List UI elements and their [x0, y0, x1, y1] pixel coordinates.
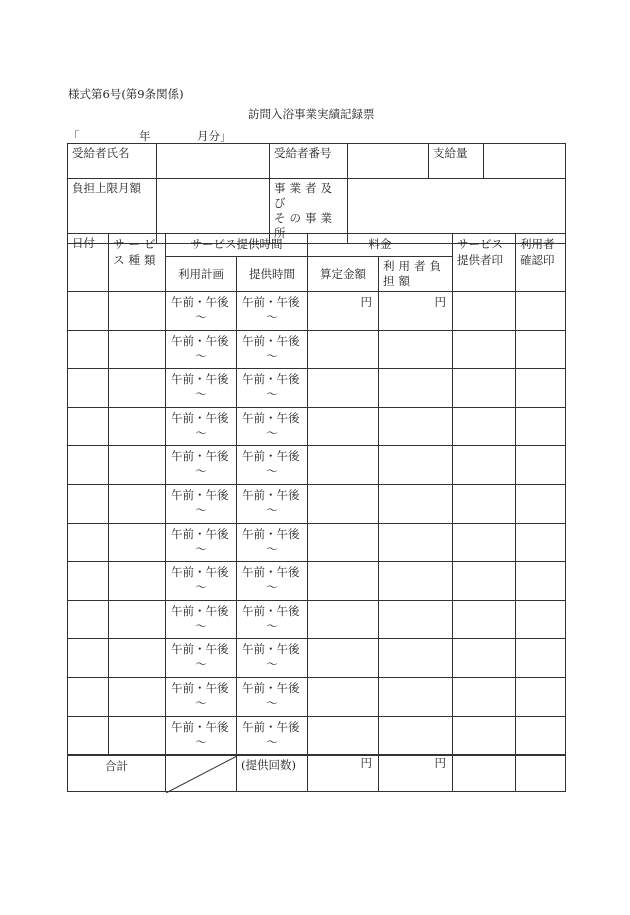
ampm-label: 午前・午後 — [171, 565, 229, 580]
tilde-label: 〜 — [266, 387, 278, 402]
calculated-amount-cell[interactable] — [308, 330, 379, 369]
actual-time-cell[interactable] — [237, 369, 308, 408]
service-type-cell[interactable] — [109, 523, 166, 562]
tilde-label: 〜 — [195, 618, 207, 633]
service-type-cell[interactable] — [109, 677, 166, 716]
tilde-label: 〜 — [266, 541, 278, 556]
user-confirm-cell[interactable] — [516, 369, 566, 408]
tilde-label: 〜 — [266, 425, 278, 440]
date-cell[interactable] — [68, 600, 109, 639]
tilde-label: 〜 — [195, 310, 207, 324]
provider-seal-cell[interactable] — [453, 562, 516, 601]
date-cell[interactable] — [68, 407, 109, 446]
user-burden-header: 利用者負担額 — [379, 257, 453, 292]
plan-time-cell[interactable] — [166, 600, 237, 639]
tilde-label: 〜 — [195, 541, 207, 556]
ampm-label: 午前・午後 — [242, 565, 300, 580]
user-confirm-header: 利用者確認印 — [516, 234, 566, 292]
date-cell[interactable] — [68, 562, 109, 601]
service-type-cell[interactable] — [109, 407, 166, 446]
period-open-bracket: 「 — [68, 129, 80, 143]
tilde-label: 〜 — [266, 618, 278, 633]
service-type-cell[interactable] — [109, 716, 166, 755]
ampm-label: 午前・午後 — [242, 333, 300, 348]
calculated-amount-cell[interactable] — [308, 369, 379, 408]
user-burden-cell[interactable] — [379, 600, 453, 639]
actual-time-cell[interactable] — [237, 446, 308, 485]
ampm-label: 午前・午後 — [242, 526, 300, 541]
plan-time-cell[interactable] — [166, 716, 237, 755]
form-number: 様式第6号(第9条関係) — [68, 87, 184, 101]
plan-header: 利用計画 — [166, 257, 237, 292]
calculated-amount-cell[interactable] — [308, 600, 379, 639]
provider-seal-cell[interactable] — [453, 407, 516, 446]
provider-seal-cell[interactable] — [453, 716, 516, 755]
provider-seal-cell[interactable] — [453, 446, 516, 485]
calculated-amount-cell[interactable] — [308, 484, 379, 523]
date-cell[interactable] — [68, 523, 109, 562]
record-row — [68, 716, 566, 755]
tilde-label: 〜 — [266, 310, 278, 324]
plan-time-cell[interactable] — [166, 639, 237, 678]
actual-time-cell[interactable] — [237, 600, 308, 639]
plan-time-cell[interactable] — [166, 292, 237, 331]
supply-amount-label: 支給量 — [429, 144, 484, 179]
supply-amount-field[interactable] — [484, 144, 566, 179]
actual-time-cell[interactable] — [237, 330, 308, 369]
service-type-cell[interactable] — [109, 292, 166, 331]
user-confirm-cell[interactable] — [516, 562, 566, 601]
tilde-label: 〜 — [195, 734, 207, 749]
burden-limit-label: 負担上限月額 — [68, 179, 157, 244]
recipient-name-field[interactable] — [157, 144, 270, 179]
tilde-label: 〜 — [195, 580, 207, 595]
service-type-header: サービス種類 — [109, 234, 166, 292]
user-confirm-cell[interactable] — [516, 484, 566, 523]
provider-seal-cell[interactable] — [453, 369, 516, 408]
total-diagonal-cell — [166, 755, 237, 792]
service-type-cell[interactable] — [109, 600, 166, 639]
tilde-label: 〜 — [195, 695, 207, 710]
tilde-label: 〜 — [195, 348, 207, 363]
calculated-amount-cell[interactable] — [308, 562, 379, 601]
ampm-label: 午前・午後 — [242, 295, 300, 309]
service-time-header: サービス提供時間 — [166, 234, 308, 257]
tilde-label: 〜 — [266, 502, 278, 517]
user-burden-cell[interactable] — [379, 562, 453, 601]
actual-time-cell[interactable] — [237, 407, 308, 446]
tilde-label: 〜 — [266, 657, 278, 672]
recipient-info-table — [67, 143, 566, 244]
total-label: 合計 — [68, 755, 166, 792]
ampm-label: 午前・午後 — [171, 719, 229, 734]
plan-time-cell[interactable] — [166, 330, 237, 369]
ampm-label: 午前・午後 — [171, 295, 229, 309]
plan-time-cell[interactable] — [166, 523, 237, 562]
ampm-label: 午前・午後 — [242, 680, 300, 695]
ampm-label: 午前・午後 — [242, 642, 300, 657]
date-cell[interactable] — [68, 369, 109, 408]
record-row — [68, 677, 566, 716]
user-burden-cell[interactable] — [379, 484, 453, 523]
ampm-label: 午前・午後 — [171, 526, 229, 541]
tilde-label: 〜 — [195, 425, 207, 440]
date-cell[interactable] — [68, 292, 109, 331]
plan-time-cell[interactable] — [166, 677, 237, 716]
period-month: 月分」 — [197, 129, 232, 143]
actual-time-cell[interactable] — [237, 677, 308, 716]
date-cell[interactable] — [68, 484, 109, 523]
user-confirm-cell[interactable] — [516, 600, 566, 639]
provider-seal-cell[interactable] — [453, 600, 516, 639]
provider-seal-cell[interactable] — [453, 677, 516, 716]
record-row — [68, 330, 566, 369]
provider-seal-cell[interactable] — [453, 292, 516, 331]
date-cell[interactable] — [68, 639, 109, 678]
user-confirm-cell[interactable] — [516, 716, 566, 755]
date-cell[interactable] — [68, 716, 109, 755]
tilde-label: 〜 — [195, 502, 207, 517]
provider-seal-cell[interactable] — [453, 330, 516, 369]
actual-time-header: 提供時間 — [237, 257, 308, 292]
ampm-label: 午前・午後 — [242, 603, 300, 618]
user-burden-cell[interactable] — [379, 716, 453, 755]
ampm-label: 午前・午後 — [242, 487, 300, 502]
provider-label-line2: その事業所 — [274, 211, 336, 240]
calculated-amount-cell[interactable]: 円 — [308, 292, 379, 331]
provided-count-label: (提供回数) — [237, 755, 308, 792]
plan-time-cell[interactable] — [166, 484, 237, 523]
ampm-label: 午前・午後 — [171, 603, 229, 618]
fee-header: 料金 — [308, 234, 453, 257]
date-cell[interactable] — [68, 330, 109, 369]
record-row — [68, 292, 566, 331]
ampm-label: 午前・午後 — [171, 410, 229, 425]
plan-time-cell[interactable] — [166, 562, 237, 601]
service-type-cell[interactable] — [109, 369, 166, 408]
record-row — [68, 639, 566, 678]
total-burden-yen: 円 — [379, 755, 453, 792]
provider-seal-header: サービス提供者印 — [453, 234, 516, 292]
user-burden-cell[interactable] — [379, 523, 453, 562]
recipient-name-label: 受給者氏名 — [68, 144, 157, 179]
tilde-label: 〜 — [266, 464, 278, 479]
actual-time-cell[interactable] — [237, 562, 308, 601]
actual-time-cell[interactable] — [237, 639, 308, 678]
record-row — [68, 562, 566, 601]
ampm-label: 午前・午後 — [242, 372, 300, 387]
plan-time-cell[interactable] — [166, 369, 237, 408]
user-burden-cell[interactable] — [379, 369, 453, 408]
user-burden-cell[interactable]: 円 — [379, 292, 453, 331]
ampm-label: 午前・午後 — [242, 449, 300, 464]
ampm-label: 午前・午後 — [171, 487, 229, 502]
provider-label-line1: 事業者及び — [274, 181, 336, 210]
period-year: 年 — [139, 129, 151, 143]
service-type-cell[interactable] — [109, 446, 166, 485]
user-burden-cell[interactable] — [379, 446, 453, 485]
date-cell[interactable] — [68, 677, 109, 716]
service-type-cell[interactable] — [109, 484, 166, 523]
record-row — [68, 369, 566, 408]
plan-time-cell[interactable] — [166, 407, 237, 446]
record-table — [67, 233, 566, 792]
user-burden-cell[interactable] — [379, 407, 453, 446]
tilde-label: 〜 — [195, 464, 207, 479]
tilde-label: 〜 — [266, 348, 278, 363]
user-confirm-cell[interactable] — [516, 523, 566, 562]
provider-seal-cell[interactable] — [453, 639, 516, 678]
actual-time-cell[interactable] — [237, 716, 308, 755]
actual-time-cell[interactable] — [237, 484, 308, 523]
total-user-confirm[interactable] — [516, 755, 566, 792]
service-type-cell[interactable] — [109, 562, 166, 601]
user-confirm-cell[interactable] — [516, 677, 566, 716]
recipient-number-label: 受給者番号 — [270, 144, 348, 179]
diagonal-line — [166, 756, 237, 793]
tilde-label: 〜 — [266, 734, 278, 749]
user-burden-cell[interactable] — [379, 330, 453, 369]
ampm-label: 午前・午後 — [171, 333, 229, 348]
user-burden-cell[interactable] — [379, 677, 453, 716]
calculated-amount-cell[interactable] — [308, 716, 379, 755]
user-confirm-cell[interactable] — [516, 407, 566, 446]
service-type-cell[interactable] — [109, 330, 166, 369]
ampm-label: 午前・午後 — [242, 410, 300, 425]
calculated-amount-cell[interactable] — [308, 523, 379, 562]
service-type-cell[interactable] — [109, 639, 166, 678]
provider-seal-cell[interactable] — [453, 523, 516, 562]
record-row — [68, 446, 566, 485]
actual-time-cell[interactable] — [237, 292, 308, 331]
calculated-amount-cell[interactable] — [308, 639, 379, 678]
date-header: 日付 — [68, 234, 109, 292]
user-burden-cell[interactable] — [379, 639, 453, 678]
ampm-label: 午前・午後 — [171, 372, 229, 387]
record-row — [68, 407, 566, 446]
ampm-label: 午前・午後 — [242, 719, 300, 734]
record-row — [68, 523, 566, 562]
record-row — [68, 600, 566, 639]
ampm-label: 午前・午後 — [171, 449, 229, 464]
calculated-header: 算定金額 — [308, 257, 379, 292]
user-confirm-cell[interactable] — [516, 639, 566, 678]
record-row — [68, 484, 566, 523]
total-calculated-yen: 円 — [308, 755, 379, 792]
user-confirm-cell[interactable] — [516, 446, 566, 485]
ampm-label: 午前・午後 — [171, 680, 229, 695]
user-confirm-cell[interactable] — [516, 292, 566, 331]
calculated-amount-cell[interactable] — [308, 677, 379, 716]
tilde-label: 〜 — [266, 695, 278, 710]
calculated-amount-cell[interactable] — [308, 446, 379, 485]
tilde-label: 〜 — [195, 657, 207, 672]
recipient-number-field[interactable] — [348, 144, 429, 179]
provider-seal-cell[interactable] — [453, 484, 516, 523]
plan-time-cell[interactable] — [166, 446, 237, 485]
total-provider-seal[interactable] — [453, 755, 516, 792]
ampm-label: 午前・午後 — [171, 642, 229, 657]
user-confirm-cell[interactable] — [516, 330, 566, 369]
tilde-label: 〜 — [195, 387, 207, 402]
page-title: 訪問入浴事業実績記録票 — [248, 107, 375, 121]
calculated-amount-cell[interactable] — [308, 407, 379, 446]
date-cell[interactable] — [68, 446, 109, 485]
tilde-label: 〜 — [266, 580, 278, 595]
actual-time-cell[interactable] — [237, 523, 308, 562]
